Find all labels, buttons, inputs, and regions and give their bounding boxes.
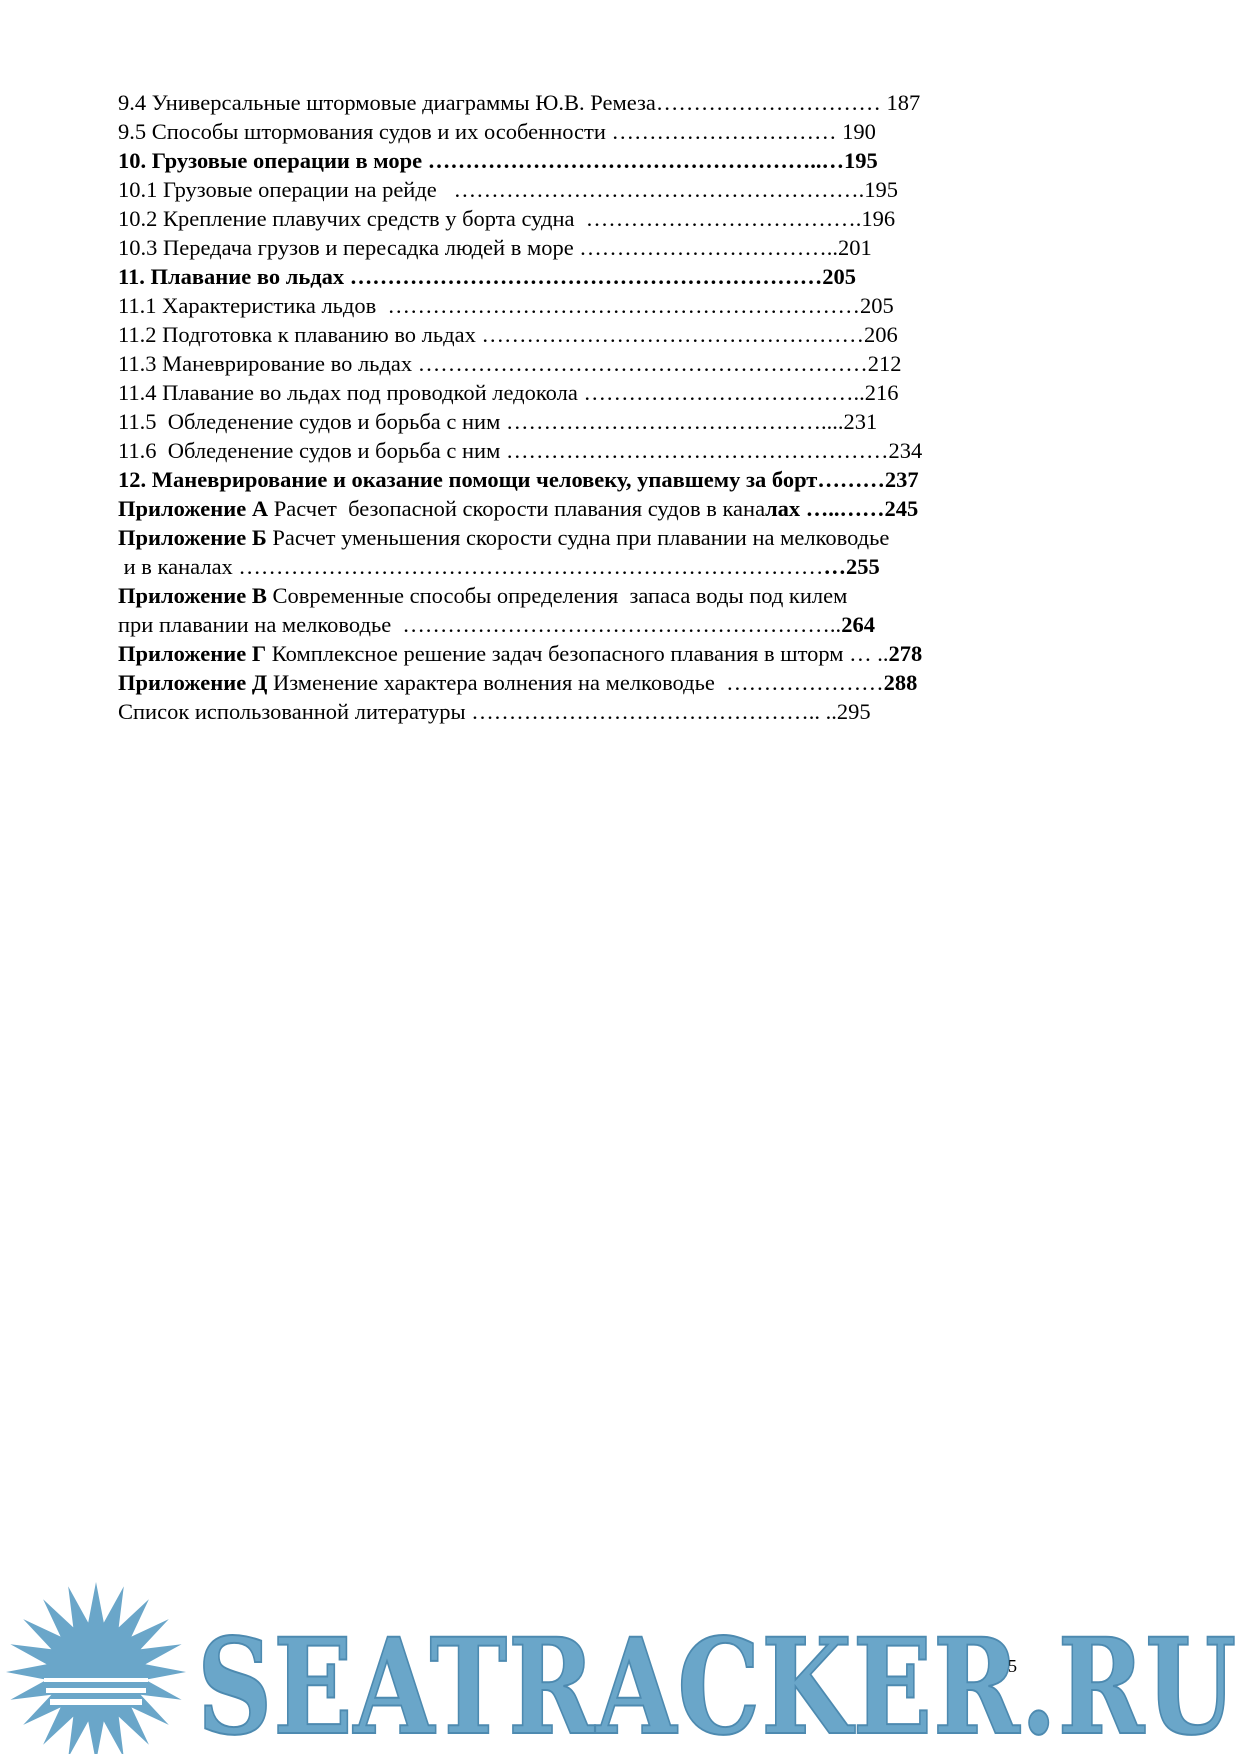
toc-entry-text: лах …..……245 <box>765 496 919 521</box>
page-number: 5 <box>1008 1656 1017 1676</box>
toc-entry <box>118 320 1018 349</box>
toc-entry-text: 11. Плавание во льдах ………………………………………………………205 <box>118 264 856 289</box>
toc-entry-text: Приложение В <box>118 583 267 608</box>
toc-entry-text: 11.6 Обледенение судов и борьба с ним ……………………………………………234 <box>118 438 923 463</box>
toc-entry <box>118 697 1018 726</box>
toc-entry-text: 11.5 Обледенение судов и борьба с ним ……………………………………....231 <box>118 409 878 434</box>
toc-entry-text: и в каналах …………………………………………………………………… <box>118 554 824 579</box>
toc-entry <box>118 581 1018 610</box>
toc-entry-text: Приложение Д <box>118 670 268 695</box>
toc-entry-text: Список использованной литературы ……………………………………….. ..295 <box>118 699 871 724</box>
toc-entry <box>118 146 1018 175</box>
toc-entry <box>118 552 1018 581</box>
table-of-contents <box>118 88 1018 726</box>
toc-entry <box>118 117 1018 146</box>
toc-entry-text: 288 <box>883 670 918 695</box>
toc-entry-text: 11.2 Подготовка к плаванию во льдах ……………………………………………206 <box>118 322 898 347</box>
toc-entry <box>118 378 1018 407</box>
toc-entry <box>118 465 1018 494</box>
toc-entry-text: Приложение Г <box>118 641 267 666</box>
toc-entry <box>118 407 1018 436</box>
toc-entry-text: Изменение характера волнения на мелководье ………………… <box>267 670 884 695</box>
toc-entry <box>118 639 1018 668</box>
toc-entry-text: 9.5 Способы штормования судов и их особенности ………………………… 190 <box>118 119 876 144</box>
toc-entry <box>118 436 1018 465</box>
toc-entry-text: Расчет безопасной скорости плавания судов в кана <box>268 496 766 521</box>
toc-entry-text: Комплексное решение задач безопасного плавания в шторм … .. <box>266 641 889 666</box>
toc-entry-text: 9.4 Универсальные штормовые диаграммы Ю.В. Ремеза………………………… 187 <box>118 90 921 115</box>
toc-entry-text: 11.1 Характеристика льдов ………………………………………………………205 <box>118 293 894 318</box>
toc-entry <box>118 204 1018 233</box>
toc-entry <box>118 610 1018 639</box>
toc-entry <box>118 175 1018 204</box>
toc-entry <box>118 262 1018 291</box>
toc-entry <box>118 88 1018 117</box>
toc-entry <box>118 668 1018 697</box>
toc-entry <box>118 233 1018 262</box>
toc-entry-text: 10.3 Передача грузов и пересадка людей в море ……………………………..201 <box>118 235 872 260</box>
toc-entry-text: 10.1 Грузовые операции на рейде ……………………………………………….195 <box>118 177 899 202</box>
toc-entry-text: 10.2 Крепление плавучих средств у борта судна ……………………………….196 <box>118 206 896 231</box>
toc-entry-text: 11.3 Маневрирование во льдах ……………………………………………………212 <box>118 351 902 376</box>
toc-entry <box>118 291 1018 320</box>
sun-icon <box>6 1582 186 1754</box>
toc-entry-text: 264 <box>841 612 875 637</box>
toc-entry-text: при плавании на мелководье ………………………………………………….. <box>118 612 842 637</box>
toc-entry <box>118 494 1018 523</box>
seatracker-logo <box>0 1568 1240 1754</box>
toc-entry-text: 12. Маневрирование и оказание помощи человеку, упавшему за борт………237 <box>118 467 919 492</box>
toc-entry-text: 278 <box>888 641 923 666</box>
toc-entry-text: 10. Грузовые операции в море ……………………………………………..…195 <box>118 148 878 173</box>
toc-entry <box>118 523 1018 552</box>
toc-entry-text: Современные способы определения запаса воды под килем <box>266 583 848 608</box>
toc-entry-text: Приложение Б <box>118 525 267 550</box>
toc-entry-text: Приложение А <box>118 496 269 521</box>
logo-text: SEATRACKER.RU <box>197 1610 1237 1754</box>
toc-entry-text: Расчет уменьшения скорости судна при плавании на мелководье <box>266 525 890 550</box>
toc-entry-text: …255 <box>823 554 880 579</box>
toc-entry-text: 11.4 Плавание во льдах под проводкой ледокола ………………………………..216 <box>118 380 899 405</box>
toc-entry <box>118 349 1018 378</box>
